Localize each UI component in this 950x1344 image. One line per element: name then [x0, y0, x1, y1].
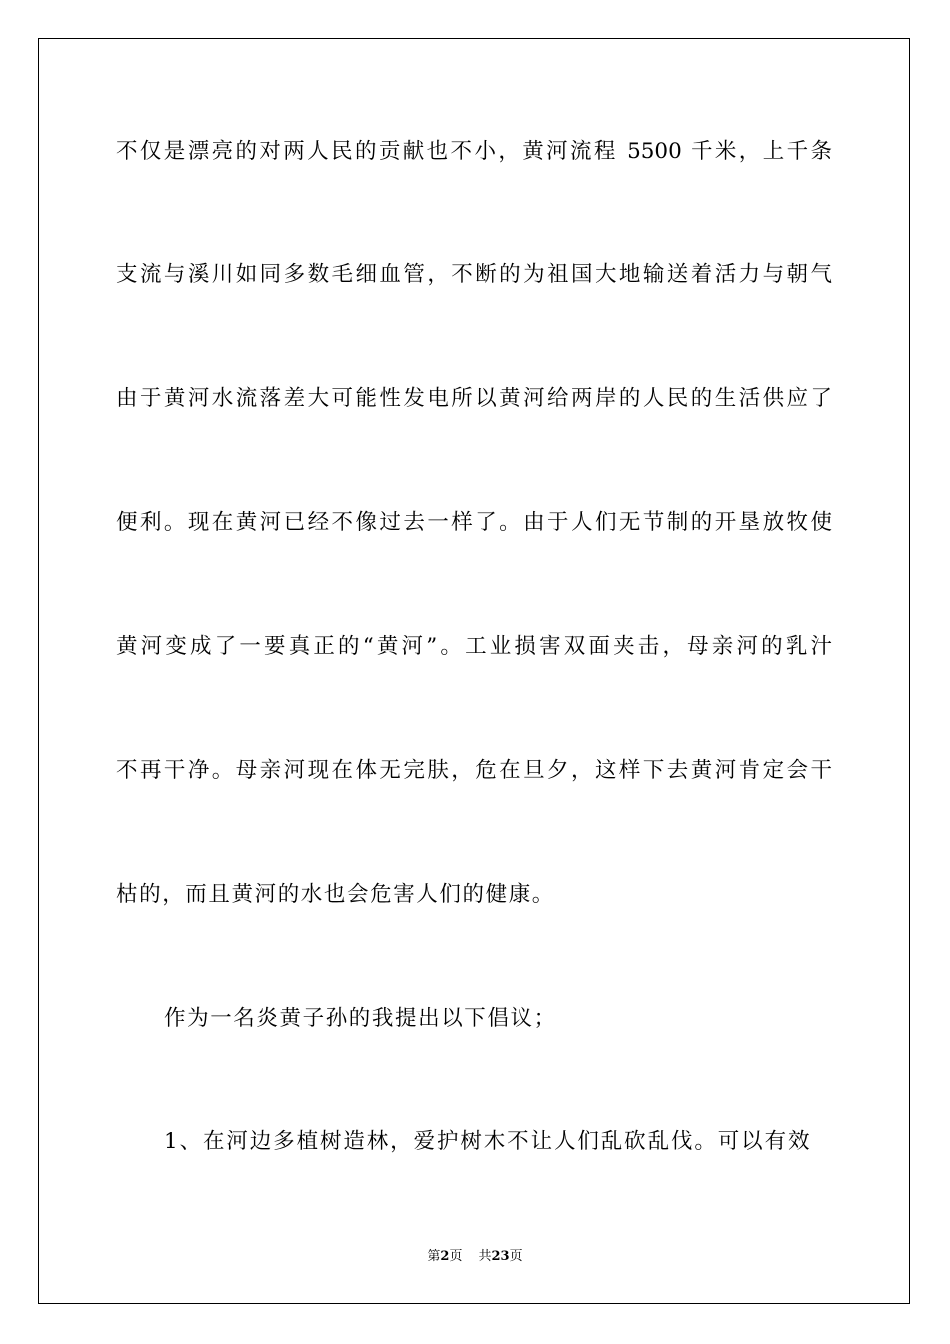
total-suffix: 页: [509, 1249, 523, 1264]
total-pages: 23: [491, 1249, 510, 1264]
page-border: [38, 38, 910, 1304]
paragraph-line-6: 不再干净。母亲河现在体无完肤，危在旦夕，这样下去黄河肯定会干: [116, 758, 832, 783]
paragraph-proposal-intro: 作为一名炎黄子孙的我提出以下倡议；: [164, 1006, 557, 1031]
page-prefix: 第: [427, 1249, 441, 1264]
total-prefix: 共: [478, 1249, 492, 1264]
paragraph-line-2: 支流与溪川如同多数毛细血管，不断的为祖国大地输送着活力与朝气: [116, 262, 832, 287]
paragraph-line-4: 便利。现在黄河已经不像过去一样了。由于人们无节制的开垦放牧使: [116, 510, 832, 535]
paragraph-line-1: 不仅是漂亮的对两人民的贡献也不小，黄河流程 5500 千米，上千条: [116, 139, 832, 164]
paragraph-line-7: 枯的，而且黄河的水也会危害人们的健康。: [116, 882, 555, 907]
paragraph-line-3: 由于黄河水流落差大可能性发电所以黄河给两岸的人民的生活供应了: [116, 386, 832, 411]
page-footer: [0, 1248, 950, 1266]
paragraph-line-5: 黄河变成了一要真正的“黄河”。工业损害双面夹击，母亲河的乳汁: [116, 634, 832, 659]
paragraph-proposal-item-1: 1、在河边多植树造林，爱护树木不让人们乱砍乱伐。可以有效: [164, 1129, 812, 1154]
page-suffix: 页: [449, 1249, 463, 1264]
page-number: 2: [440, 1249, 450, 1264]
